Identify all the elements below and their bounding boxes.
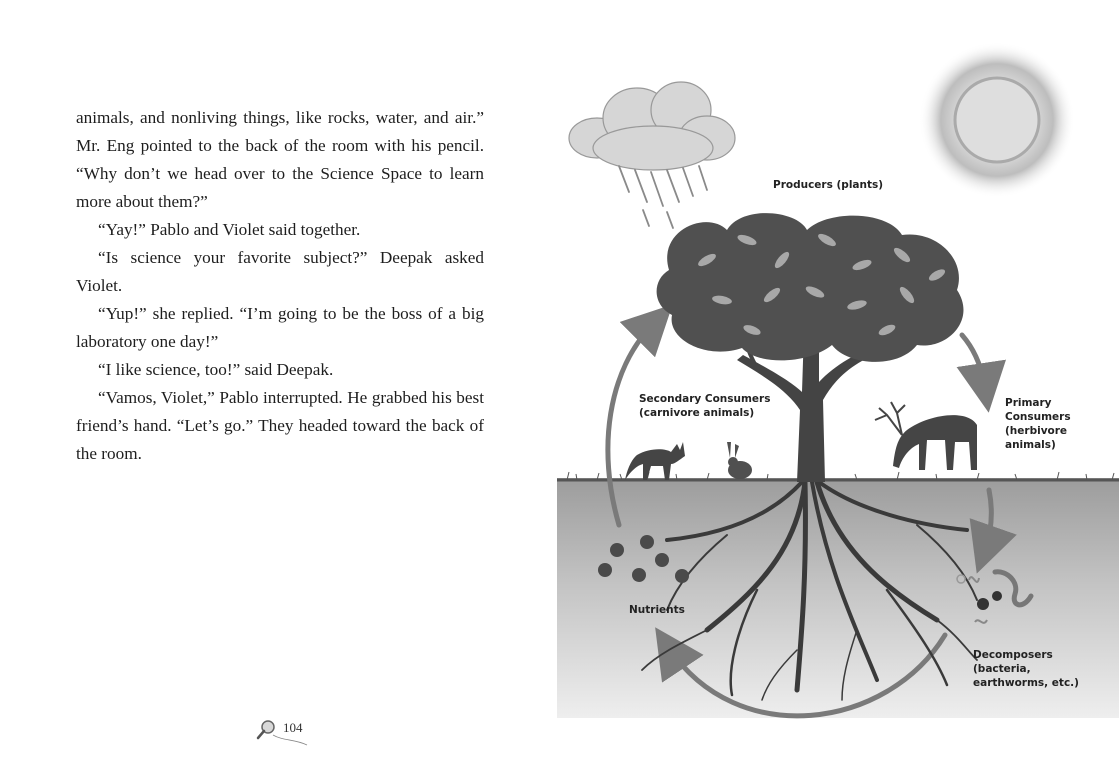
- label-line: Decomposers: [973, 649, 1053, 661]
- label-line: (herbivore: [1005, 425, 1068, 437]
- label-producers: Producers (plants): [773, 179, 884, 191]
- rain-cloud-icon: [569, 82, 735, 228]
- food-web-diagram: [557, 30, 1119, 730]
- deer-icon: [875, 402, 977, 470]
- label-line: (bacteria,: [973, 663, 1031, 675]
- rabbit-icon: [727, 442, 752, 479]
- label-line: Secondary Consumers: [639, 393, 771, 405]
- page-number: [255, 717, 315, 747]
- label-secondary-consumers: [639, 392, 771, 420]
- sun-icon: [919, 42, 1075, 198]
- paragraph: “Yay!” Pablo and Violet said together.: [98, 220, 361, 239]
- page-body-text: [76, 104, 484, 468]
- paragraph: “Vamos, Violet,” Pablo interrupted. He grabbed his best friend’s hand. “Let’s go.” They headed toward the back of the room.: [76, 388, 484, 463]
- paragraph: animals, and nonliving things, like rocks, water, and air.” Mr. Eng pointed to the back of the room with his pencil. “Why don’t we head over to the Science Space to learn more about them?”: [76, 108, 484, 211]
- label-line: Consumers: [1005, 411, 1071, 423]
- paragraph: “I like science, too!” said Deepak.: [98, 360, 334, 379]
- paragraph: “Is science your favorite subject?” Deepak asked Violet.: [76, 248, 484, 295]
- label-primary-consumers: [1005, 396, 1071, 452]
- label-decomposers: [973, 648, 1079, 690]
- paragraph: “Yup!” she replied. “I’m going to be the boss of a big laboratory one day!”: [76, 304, 484, 351]
- label-line: earthworms, etc.): [973, 677, 1079, 689]
- label-line: animals): [1005, 439, 1056, 451]
- page-number-text: 104: [283, 720, 303, 735]
- label-line: (carnivore animals): [639, 407, 755, 419]
- label-nutrients: Nutrients: [629, 604, 685, 616]
- label-line: Primary: [1005, 397, 1052, 409]
